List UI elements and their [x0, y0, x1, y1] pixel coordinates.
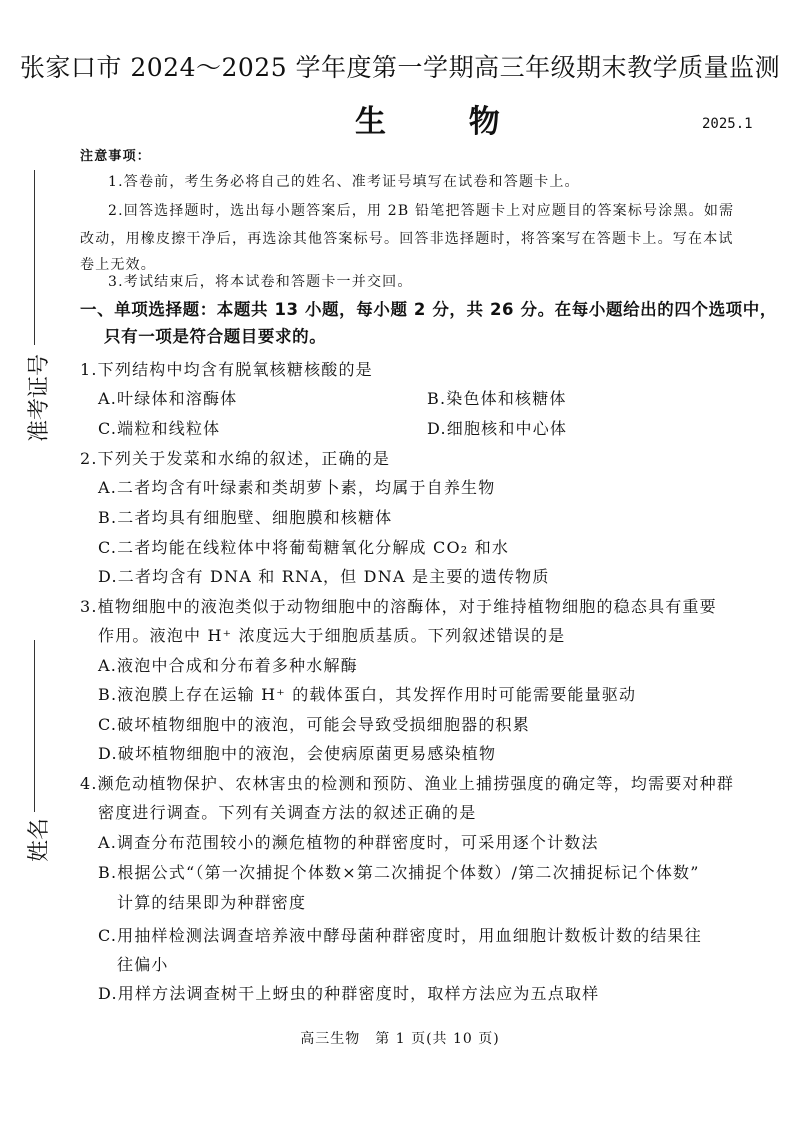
- option-a: A.调查分布范围较小的濒危植物的种群密度时，可采用逐个计数法: [98, 833, 599, 852]
- exam-id-label: 准考证号: [27, 353, 52, 442]
- option-b: B.根据公式“（第一次捕捉个体数×第二次捕捉个体数）/第二次捕捉标记个体数”: [98, 863, 700, 882]
- option-b: B.二者均具有细胞壁、细胞膜和核糖体: [98, 508, 393, 527]
- name-label: 姓名: [27, 817, 52, 862]
- question-stem: 1.下列结构中均含有脱氧核糖核酸的是: [80, 360, 373, 379]
- option-c-cont: 往偏小: [117, 955, 169, 974]
- name-underline: [34, 640, 35, 812]
- option-a: A.叶绿体和溶酶体: [98, 389, 238, 408]
- option-a: A.二者均含有叶绿素和类胡萝卜素，均属于自养生物: [98, 478, 496, 497]
- option-a: A.液泡中合成和分布着多种水解酶: [98, 656, 358, 675]
- section-heading: 一、单项选择题：本题共 13 小题，每小题 2 分，共 26 分。在每小题给出的四个选项中，: [80, 300, 777, 319]
- note-line: 改动，用橡皮擦干净后，再选涂其他答案标号。回答非选择题时，将答案写在答题卡上。写在本试: [80, 231, 734, 247]
- option-b: B.液泡膜上存在运输 H⁺ 的载体蛋白，其发挥作用时可能需要能量驱动: [98, 685, 637, 704]
- option-c: C.用抽样检测法调查培养液中酵母菌种群密度时，用血细胞计数板计数的结果往: [98, 926, 702, 945]
- page-footer: 高三生物 第 1 页(共 10 页): [300, 1031, 500, 1047]
- exam-date: 2025.1: [702, 116, 753, 132]
- question-stem-cont: 密度进行调查。下列有关调查方法的叙述正确的是: [98, 803, 477, 822]
- question-stem: 4.濒危动植物保护、农林害虫的检测和预防、渔业上捕捞强度的确定等，均需要对种群: [80, 774, 735, 793]
- option-d: D.用样方法调查树干上蚜虫的种群密度时，取样方法应为五点取样: [98, 984, 600, 1003]
- option-d: D.二者均含有 DNA 和 RNA，但 DNA 是主要的遗传物质: [98, 567, 550, 586]
- note-line: 1.答卷前，考生务必将自己的姓名、准考证号填写在试卷和答题卡上。: [108, 174, 580, 190]
- subject-title: 生 物: [355, 104, 536, 140]
- notes-heading: 注意事项：: [80, 149, 152, 164]
- note-line: 2.回答选择题时，选出每小题答案后，用 2B 铅笔把答题卡上对应题目的答案标号涂黑。如需: [108, 203, 735, 219]
- option-c: C.端粒和线粒体: [98, 419, 221, 438]
- exam-title: 张家口市 2024～2025 学年度第一学期高三年级期末教学质量监测: [19, 53, 781, 82]
- section-heading-cont: 只有一项是符合题目要求的。: [104, 327, 327, 346]
- question-stem-cont: 作用。液泡中 H⁺ 浓度远大于细胞质基质。下列叙述错误的是: [98, 626, 566, 645]
- question-stem: 3.植物细胞中的液泡类似于动物细胞中的溶酶体，对于维持植物细胞的稳态具有重要: [80, 597, 717, 616]
- note-line: 3.考试结束后，将本试卷和答题卡一并交回。: [108, 274, 413, 290]
- option-c: C.破坏植物细胞中的液泡，可能会导致受损细胞器的积累: [98, 715, 530, 734]
- option-d: D.破坏植物细胞中的液泡，会使病原菌更易感染植物: [98, 744, 497, 763]
- exam-id-underline: [34, 170, 35, 345]
- option-c: C.二者均能在线粒体中将葡萄糖氧化分解成 CO₂ 和水: [98, 538, 510, 557]
- option-d: D.细胞核和中心体: [427, 419, 568, 438]
- option-b: B.染色体和核糖体: [427, 389, 567, 408]
- option-b-cont: 计算的结果即为种群密度: [117, 893, 307, 912]
- question-stem: 2.下列关于发菜和水绵的叙述，正确的是: [80, 449, 391, 468]
- note-line: 卷上无效。: [80, 257, 156, 273]
